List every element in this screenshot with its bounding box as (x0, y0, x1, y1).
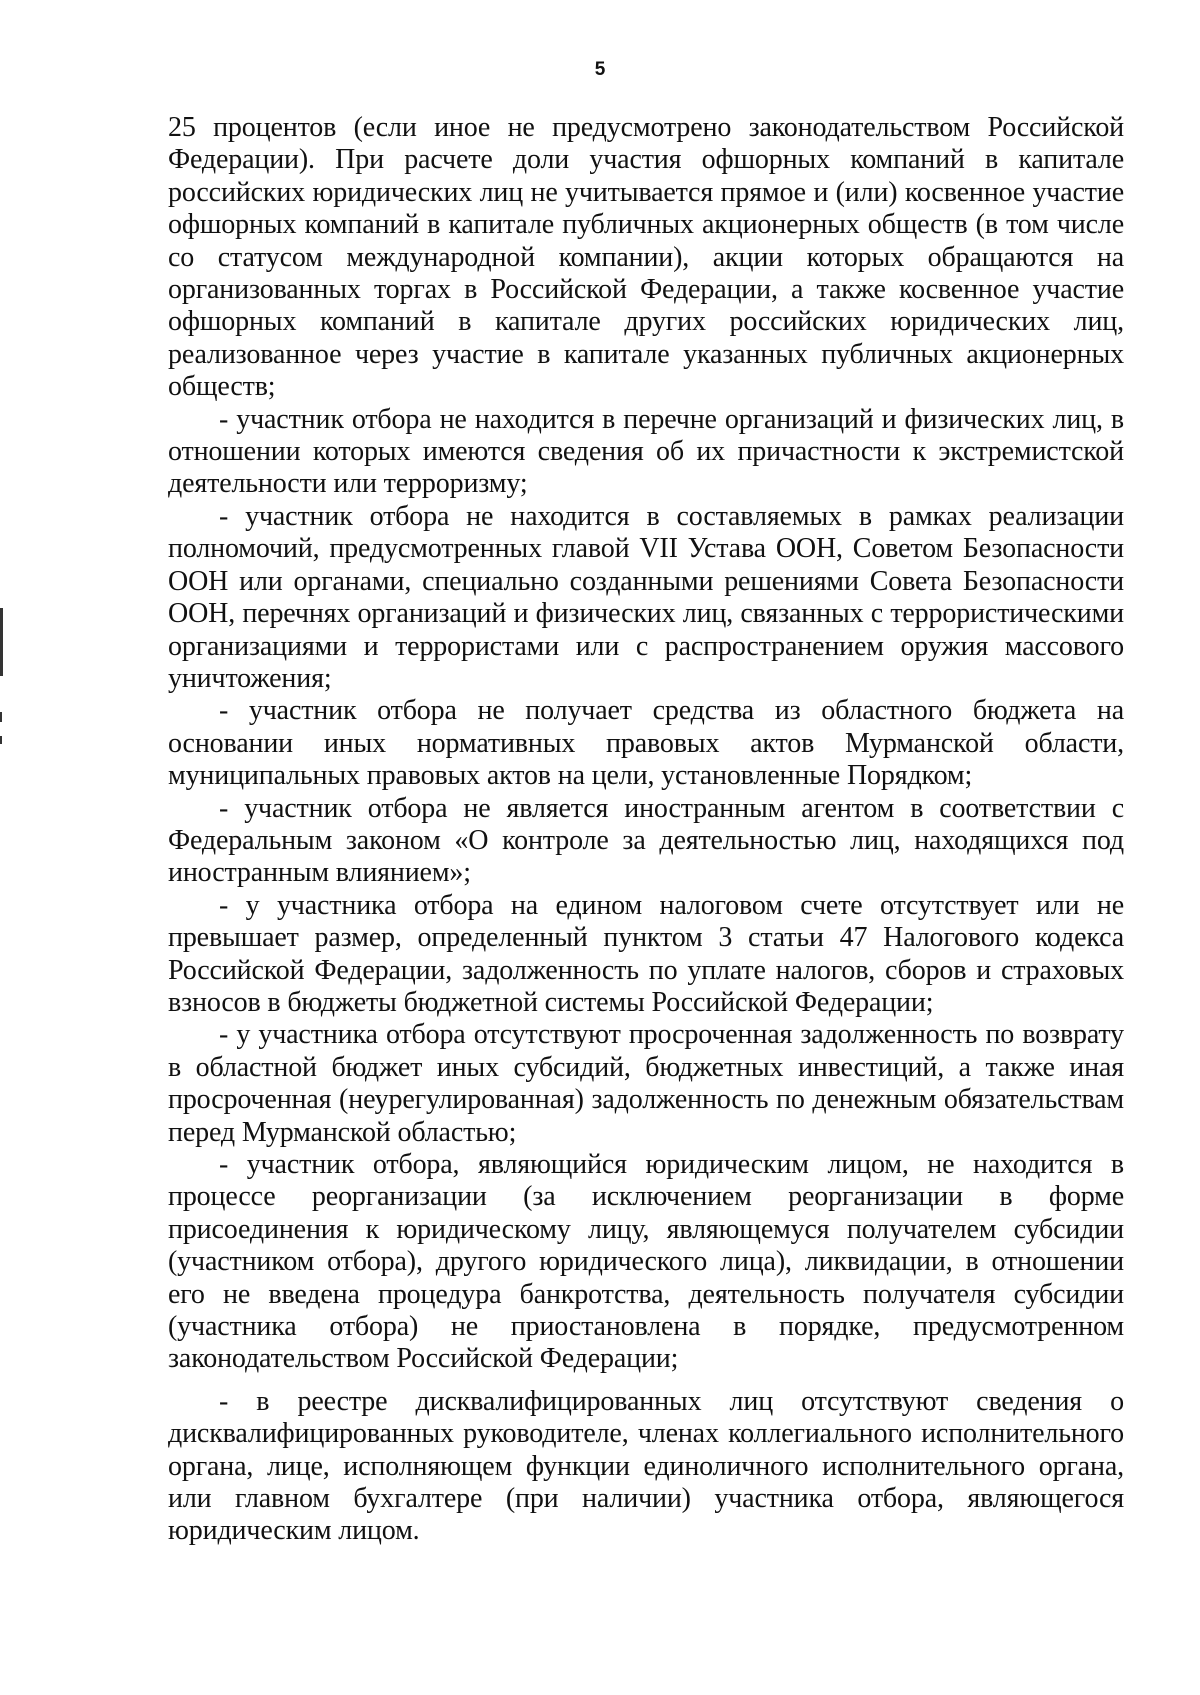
list-item-tax-debt: - у участника отбора на едином налоговом счете отсутствует или не превышает размер, определенный пунктом 3 статьи 47 Налогового кодекса Российской Федерации, задолженность по уплате налогов, сборов и страховых взносов в бюджеты бюджетной системы Российской Федерации; (168, 889, 1124, 1018)
list-item-regional-budget: - участник отбора не получает средства из областного бюджета на основании иных нормативных правовых актов Мурманской области, муниципальных правовых актов на цели, установленные Порядком; (168, 695, 1124, 792)
document-body (168, 112, 1124, 1548)
list-item-un-sanctions: - участник отбора не находится в составляемых в рамках реализации полномочий, предусмотренных главой VII Устава ООН, Советом Безопасности ООН или органами, специально созданными решениями Совета Безопасности ООН, перечнях организаций и физических лиц, связанных с террористическими организациями и террористами или с распространением оружия массового уничтожения; (168, 500, 1124, 694)
paragraph-continuation: 25 процентов (если иное не предусмотрено законодательством Российской Федерации). При расчете доли участия офшорных компаний в капитале российских юридических лиц не учитывается прямое и (или) косвенное участие офшорных компаний в капитале публичных акционерных обществ (в том числе со статусом международной компании), акции которых обращаются на организованных торгах в Российской Федерации, а также косвенное участие офшорных компаний в капитале других российских юридических лиц, реализованное через участие в капитале указанных публичных акционерных обществ; (168, 112, 1124, 403)
scan-edge-mark (0, 712, 2, 722)
list-item-extremism: - участник отбора не находится в перечне организаций и физических лиц, в отношении которых имеются сведения об их причастности к экстремистской деятельности или терроризму; (168, 403, 1124, 500)
list-item-disqualified-persons: - в реестре дисквалифицированных лиц отсутствуют сведения о дисквалифицированных руководителе, членах коллегиального исполнительного органа, лице, исполняющем функции единоличного исполнительного органа, или главном бухгалтере (при наличии) участника отбора, являющегося юридическим лицом. (168, 1385, 1124, 1547)
list-item-reorganization: - участник отбора, являющийся юридическим лицом, не находится в процессе реорганизации (за исключением реорганизации в форме присоединения к юридическому лицу, являющемуся получателем субсидии (участником отбора), другого юридического лица), ликвидации, в отношении его не введена процедура банкротства, деятельность получателя субсидии (участника отбора) не приостановлена в порядке, предусмотренном законодательством Российской Федерации; (168, 1149, 1124, 1375)
page-number: 5 (594, 59, 606, 80)
list-item-overdue-debt: - у участника отбора отсутствуют просроченная задолженность по возврату в областной бюджет иных субсидий, бюджетных инвестиций, а также иная просроченная (неурегулированная) задолженность по денежным обязательствам перед Мурманской областью; (168, 1019, 1124, 1148)
list-item-foreign-agent: - участник отбора не является иностранным агентом в соответствии с Федеральным законом «О контроле за деятельностью лиц, находящихся под иностранным влиянием»; (168, 792, 1124, 889)
scan-edge-mark (0, 608, 3, 676)
scan-edge-mark (0, 736, 2, 744)
